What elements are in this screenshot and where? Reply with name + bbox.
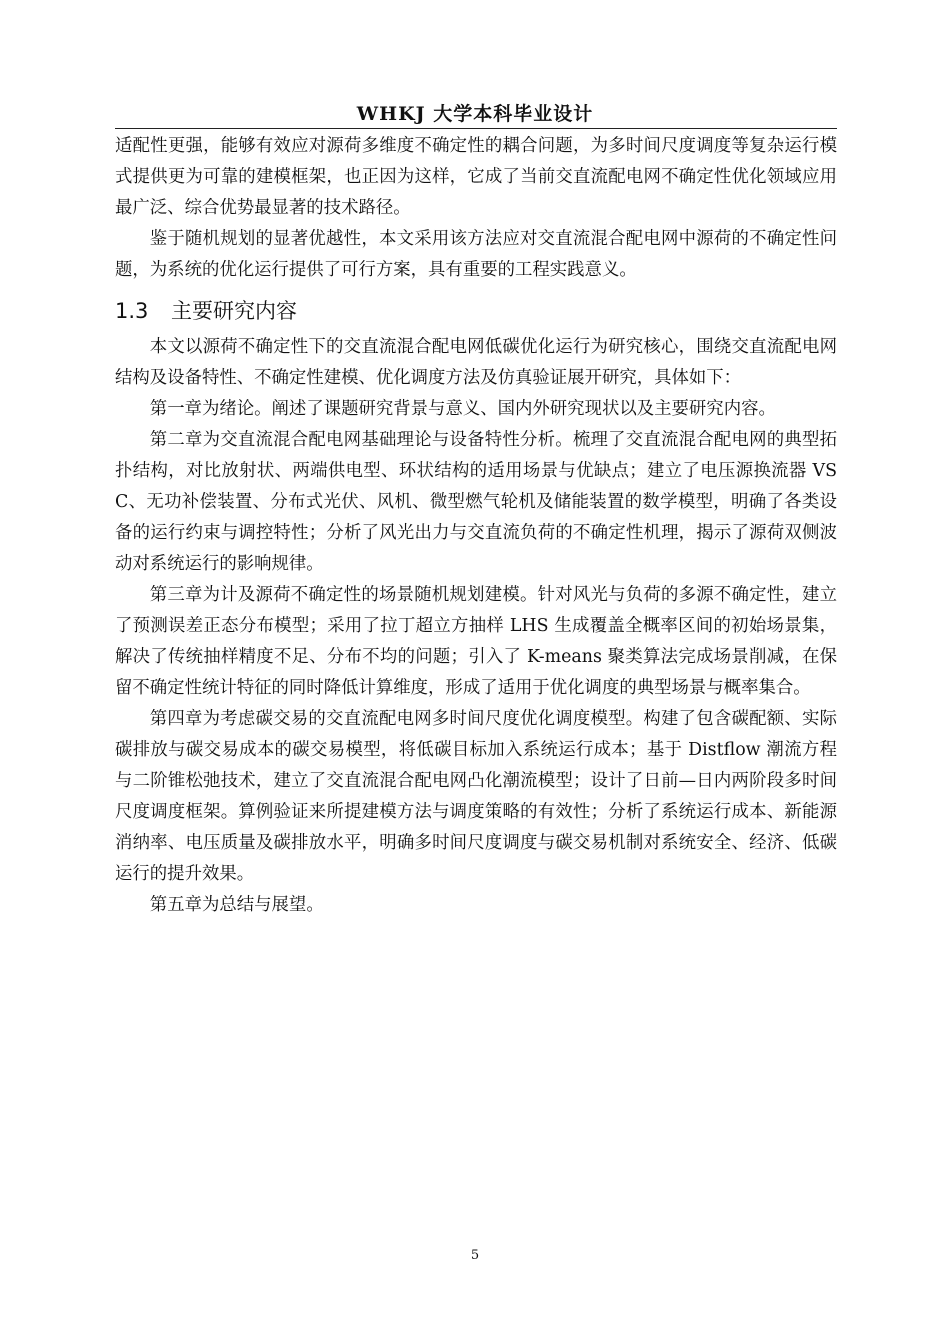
page-body xyxy=(115,131,837,921)
running-header: WHKJ 大学本科毕业设计 xyxy=(356,103,594,125)
paragraph-chapter-3: 第三章为计及源荷不确定性的场景随机规划建模。针对风光与负荷的多源不确定性，建立了预测误差正态分布模型；采用了拉丁超立方抽样 LHS 生成覆盖全概率区间的初始场景集，解决了传统抽样精度不足、分布不均的问题；引入了 K-means 聚类算法完成场景削减，在保留不确定性统计特征的同时降低计算维度，形成了适用于优化调度的典型场景与概率集合。 xyxy=(115,585,837,698)
continued-paragraph: 适配性更强，能够有效应对源荷多维度不确定性的耦合问题，为多时间尺度调度等复杂运行模式提供更为可靠的建模框架，也正因为这样，它成了当前交直流配电网不确定性优化领域应用最广泛、综合优势最显著的技术路径。 xyxy=(115,136,837,218)
section-heading xyxy=(115,294,837,328)
section-title: 主要研究内容 xyxy=(171,299,297,323)
paragraph-chapter-5: 第五章为总结与展望。 xyxy=(149,895,324,915)
paragraph: 本文以源荷不确定性下的交直流混合配电网低碳优化运行为研究核心，围绕交直流配电网结构及设备特性、不确定性建模、优化调度方法及仿真验证展开研究，具体如下： xyxy=(115,337,837,388)
header-rule xyxy=(115,128,837,129)
section-number: 1.3 xyxy=(115,299,149,323)
paragraph: 鉴于随机规划的显著优越性，本文采用该方法应对交直流混合配电网中源荷的不确定性问题，为系统的优化运行提供了可行方案，具有重要的工程实践意义。 xyxy=(115,229,837,280)
page-number: 5 xyxy=(470,1248,480,1263)
paragraph-chapter-4: 第四章为考虑碳交易的交直流配电网多时间尺度优化调度模型。构建了包含碳配额、实际碳排放与碳交易成本的碳交易模型，将低碳目标加入系统运行成本；基于 Distflow 潮流方程与二阶锥松弛技术，建立了交直流混合配电网凸化潮流模型；设计了日前—日内两阶段多时间尺度调度框架。算例验证来所提建模方法与调度策略的有效性；分析了系统运行成本、新能源消纳率、电压质量及碳排放水平，明确多时间尺度调度与碳交易机制对系统安全、经济、低碳运行的提升效果。 xyxy=(115,709,837,884)
paragraph-chapter-2: 第二章为交直流混合配电网基础理论与设备特性分析。梳理了交直流混合配电网的典型拓扑结构，对比放射状、两端供电型、环状结构的适用场景与优缺点；建立了电压源换流器 VSC、无功补偿装置、分布式光伏、风机、微型燃气轮机及储能装置的数学模型，明确了各类设备的运行约束与调控特性；分析了风光出力与交直流负荷的不确定性机理，揭示了源荷双侧波动对系统运行的影响规律。 xyxy=(115,430,837,574)
paragraph-chapter-1: 第一章为绪论。阐述了课题研究背景与意义、国内外研究现状以及主要研究内容。 xyxy=(149,399,776,419)
